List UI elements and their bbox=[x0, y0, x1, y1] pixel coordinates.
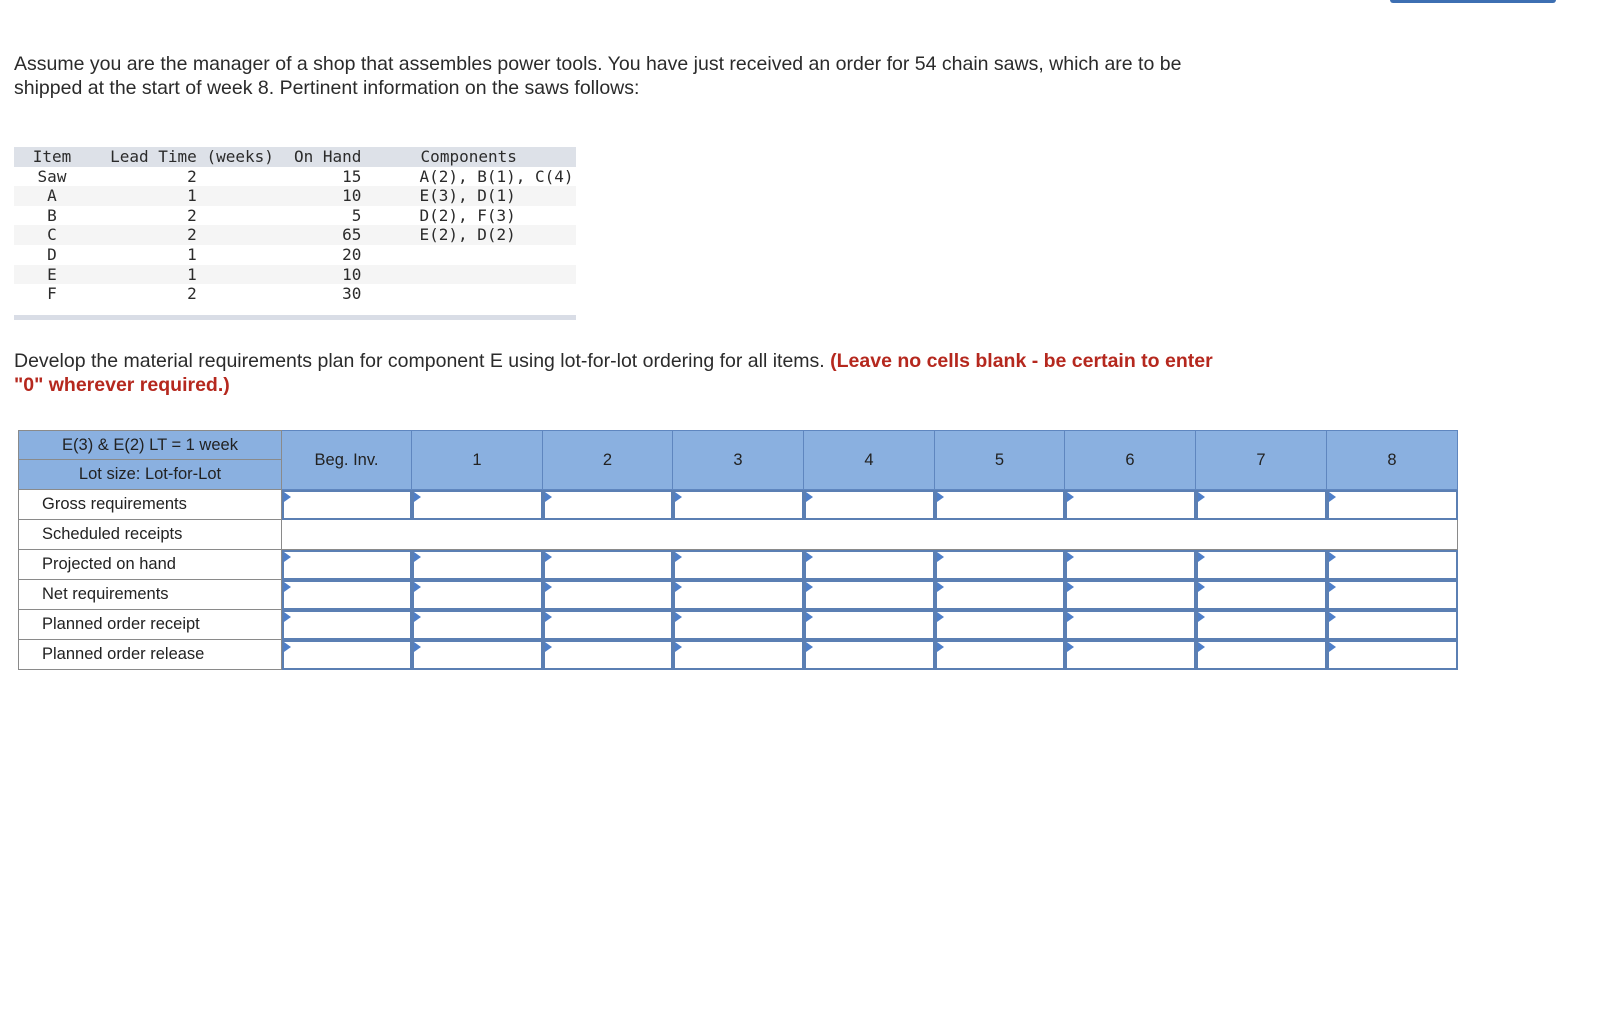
instructions-text: Develop the material requirements plan for component E using lot-for-lot ordering for all items. bbox=[14, 350, 825, 372]
info-row bbox=[14, 186, 576, 206]
input-planned-order-release-week-6[interactable] bbox=[1065, 640, 1196, 670]
scheduled-receipts-blank-row bbox=[282, 520, 1458, 550]
saw-info-table-wrap bbox=[14, 147, 576, 320]
info-on-hand: 20 bbox=[342, 244, 362, 264]
col-header-week-3: 3 bbox=[673, 430, 804, 490]
input-planned-order-release-week-7[interactable] bbox=[1196, 640, 1327, 670]
mrp-label-column bbox=[18, 430, 282, 671]
info-components: E(3), D(1) bbox=[419, 186, 516, 206]
input-gross-requirements-week-7[interactable] bbox=[1196, 490, 1327, 520]
input-gross-requirements-week-2[interactable] bbox=[543, 490, 673, 520]
info-lead-time: 1 bbox=[187, 264, 197, 284]
row-label-scheduled-receipts: Scheduled receipts bbox=[18, 520, 282, 550]
row-label-planned-order-receipt: Planned order receipt bbox=[18, 610, 282, 640]
input-planned-order-receipt-week-3[interactable] bbox=[673, 610, 804, 640]
input-planned-order-receipt-week-1[interactable] bbox=[412, 610, 543, 640]
mrp-title-lot-size: Lot size: Lot-for-Lot bbox=[18, 460, 282, 490]
info-lead-time: 2 bbox=[187, 166, 197, 186]
col-header-beg-inv: Beg. Inv. bbox=[282, 430, 412, 490]
col-header-week-1: 1 bbox=[412, 430, 543, 490]
info-item: A bbox=[47, 186, 57, 206]
info-on-hand: 10 bbox=[342, 264, 362, 284]
info-row bbox=[14, 167, 576, 187]
input-planned-order-release-week-3[interactable] bbox=[673, 640, 804, 670]
input-gross-requirements-week-4[interactable] bbox=[804, 490, 935, 520]
instructions-warning: (Leave no cells blank - be certain to enter "0" wherever required.) bbox=[14, 350, 1213, 396]
info-item: B bbox=[47, 205, 57, 225]
input-planned-order-release-beg-inv[interactable] bbox=[282, 640, 412, 670]
info-components: A(2), B(1), C(4) bbox=[419, 166, 574, 186]
info-row bbox=[14, 225, 576, 245]
input-planned-order-receipt-week-6[interactable] bbox=[1065, 610, 1196, 640]
mrp-grid bbox=[18, 430, 1458, 671]
mrp-title-lt: E(3) & E(2) LT = 1 week bbox=[18, 430, 282, 460]
input-gross-requirements-week-3[interactable] bbox=[673, 490, 804, 520]
info-components: D(2), F(3) bbox=[419, 205, 516, 225]
info-lead-time: 2 bbox=[187, 225, 197, 245]
info-row bbox=[14, 245, 576, 265]
info-on-hand: 30 bbox=[342, 284, 362, 304]
input-gross-requirements-week-1[interactable] bbox=[412, 490, 543, 520]
input-planned-order-release-week-2[interactable] bbox=[543, 640, 673, 670]
input-planned-order-release-week-5[interactable] bbox=[935, 640, 1065, 670]
info-item: E bbox=[47, 264, 57, 284]
input-planned-order-release-week-1[interactable] bbox=[412, 640, 543, 670]
input-projected-on-hand-week-1[interactable] bbox=[412, 550, 543, 580]
info-lead-time: 1 bbox=[187, 244, 197, 264]
row-label-gross-requirements: Gross requirements bbox=[18, 490, 282, 520]
input-planned-order-release-week-8[interactable] bbox=[1327, 640, 1458, 670]
input-gross-requirements-week-5[interactable] bbox=[935, 490, 1065, 520]
info-on-hand: 15 bbox=[342, 166, 362, 186]
header-lead-time: Lead Time (weeks) bbox=[110, 147, 274, 166]
input-gross-requirements-week-8[interactable] bbox=[1327, 490, 1458, 520]
input-net-requirements-week-6[interactable] bbox=[1065, 580, 1196, 610]
info-row bbox=[14, 284, 576, 304]
input-planned-order-receipt-week-7[interactable] bbox=[1196, 610, 1327, 640]
input-net-requirements-beg-inv[interactable] bbox=[282, 580, 412, 610]
col-header-week-7: 7 bbox=[1196, 430, 1327, 490]
info-lead-time: 1 bbox=[187, 186, 197, 206]
info-components bbox=[361, 245, 576, 265]
input-gross-requirements-week-6[interactable] bbox=[1065, 490, 1196, 520]
header-on-hand: On Hand bbox=[294, 147, 362, 166]
info-on-hand: 65 bbox=[342, 225, 362, 245]
info-components: E(2), D(2) bbox=[419, 225, 516, 245]
input-projected-on-hand-week-6[interactable] bbox=[1065, 550, 1196, 580]
info-item: Saw bbox=[37, 166, 67, 186]
col-header-week-4: 4 bbox=[804, 430, 935, 490]
input-net-requirements-week-2[interactable] bbox=[543, 580, 673, 610]
header-components: Components bbox=[420, 147, 517, 166]
info-item: C bbox=[47, 225, 57, 245]
info-item: F bbox=[47, 284, 57, 304]
col-header-week-5: 5 bbox=[935, 430, 1065, 490]
header-item: Item bbox=[32, 147, 72, 166]
instructions bbox=[14, 349, 1244, 397]
info-on-hand: 10 bbox=[342, 186, 362, 206]
input-planned-order-receipt-beg-inv[interactable] bbox=[282, 610, 412, 640]
input-net-requirements-week-8[interactable] bbox=[1327, 580, 1458, 610]
info-item: D bbox=[47, 244, 57, 264]
info-lead-time: 2 bbox=[187, 205, 197, 225]
saw-info-table bbox=[14, 147, 576, 304]
input-projected-on-hand-beg-inv[interactable] bbox=[282, 550, 412, 580]
info-on-hand: 5 bbox=[351, 205, 362, 225]
input-planned-order-receipt-week-4[interactable] bbox=[804, 610, 935, 640]
info-row bbox=[14, 206, 576, 226]
input-gross-requirements-beg-inv[interactable] bbox=[282, 490, 412, 520]
input-projected-on-hand-week-4[interactable] bbox=[804, 550, 935, 580]
info-header-row bbox=[14, 147, 576, 167]
col-header-week-6: 6 bbox=[1065, 430, 1196, 490]
input-planned-order-release-week-4[interactable] bbox=[804, 640, 935, 670]
info-components bbox=[361, 265, 576, 285]
info-lead-time: 2 bbox=[187, 284, 197, 304]
col-header-week-8: 8 bbox=[1327, 430, 1458, 490]
info-row bbox=[14, 265, 576, 285]
input-net-requirements-week-5[interactable] bbox=[935, 580, 1065, 610]
input-projected-on-hand-week-2[interactable] bbox=[543, 550, 673, 580]
input-net-requirements-week-1[interactable] bbox=[412, 580, 543, 610]
input-planned-order-receipt-week-8[interactable] bbox=[1327, 610, 1458, 640]
input-projected-on-hand-week-5[interactable] bbox=[935, 550, 1065, 580]
row-label-planned-order-release: Planned order release bbox=[18, 640, 282, 670]
input-projected-on-hand-week-7[interactable] bbox=[1196, 550, 1327, 580]
col-header-week-2: 2 bbox=[543, 430, 673, 490]
input-planned-order-receipt-week-2[interactable] bbox=[543, 610, 673, 640]
input-net-requirements-week-4[interactable] bbox=[804, 580, 935, 610]
row-label-projected-on-hand: Projected on hand bbox=[18, 550, 282, 580]
table-divider bbox=[14, 315, 576, 320]
input-net-requirements-week-3[interactable] bbox=[673, 580, 804, 610]
info-components bbox=[361, 284, 576, 304]
problem-statement: Assume you are the manager of a shop that assembles power tools. You have just received an order for 54 chain saws, which are to be shipped at the start of week 8. Pertinent information on the saws follows: bbox=[14, 53, 1182, 99]
top-tab-indicator bbox=[1390, 0, 1556, 3]
input-net-requirements-week-7[interactable] bbox=[1196, 580, 1327, 610]
input-projected-on-hand-week-3[interactable] bbox=[673, 550, 804, 580]
input-projected-on-hand-week-8[interactable] bbox=[1327, 550, 1458, 580]
input-planned-order-receipt-week-5[interactable] bbox=[935, 610, 1065, 640]
row-label-net-requirements: Net requirements bbox=[18, 580, 282, 610]
